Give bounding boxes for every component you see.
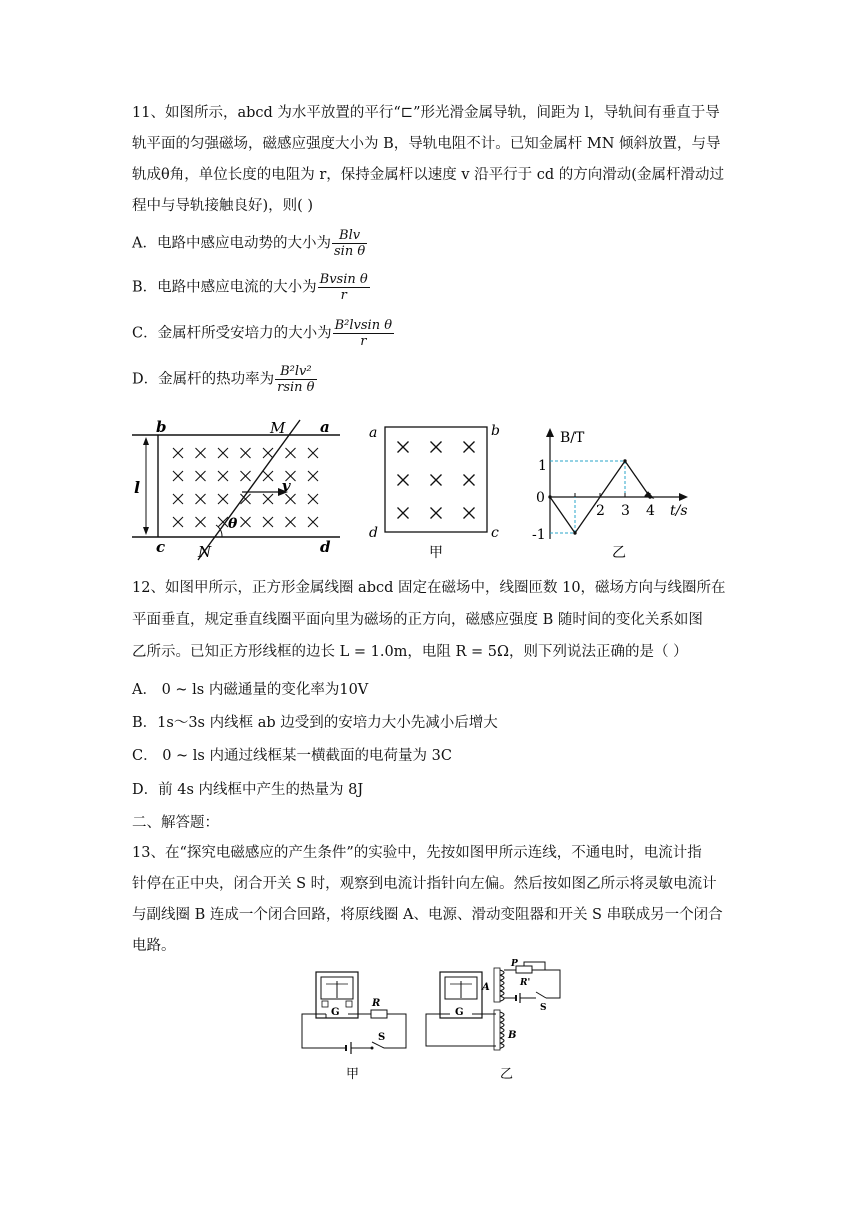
bt-graph — [530, 415, 705, 565]
graph-caption: 乙 — [612, 545, 626, 561]
x-axis-label: t/s — [670, 503, 688, 519]
section-heading: 二、解答题： — [132, 815, 219, 831]
circuit-b-caption: 乙 — [500, 1067, 514, 1082]
rail-figure — [130, 415, 345, 565]
bt-point — [624, 460, 626, 462]
field-cross-icon — [241, 448, 251, 458]
rod-label-M: M — [270, 419, 286, 437]
q11-option-c[interactable] — [132, 318, 394, 349]
origin-label: 0 — [536, 490, 545, 506]
y-tick-neg1: -1 — [532, 527, 546, 543]
field-cross-icon — [308, 517, 318, 527]
q11-line2: 轨平面的匀强磁场，磁感应强度大小为 B，导轨电阻不计。已知金属杆 MN 倾斜放置，与导 — [132, 136, 721, 152]
q11-option-a[interactable] — [132, 228, 367, 259]
field-cross-icon — [286, 448, 296, 458]
rheostat[interactable] — [516, 966, 532, 973]
rail-label-a: a — [320, 418, 330, 436]
field-cross-icon — [398, 442, 409, 453]
y-axis-label: B/T — [560, 430, 585, 446]
q11-option-b[interactable] — [132, 272, 370, 303]
y-tick-1: 1 — [538, 458, 547, 474]
coil-caption: 甲 — [429, 545, 443, 561]
q12-line3: 乙所示。已知正方形线框的边长 L = 1.0m，电阻 R = 5Ω，则下列说法正确的是（ ） — [132, 644, 688, 660]
q11-line1: 11、如图所示，abcd 为水平放置的平行“⊏”形光滑金属导轨，间距为 l，导轨间有垂直于导 — [132, 105, 720, 121]
field-cross-icon — [398, 475, 409, 486]
bt-point — [574, 532, 576, 534]
switch-b[interactable] — [536, 992, 546, 998]
field-cross-icon — [196, 448, 206, 458]
q11-option-c-fraction: $\frac{\text{B²lvsin θ}}{r}$ — [334, 318, 393, 349]
resistor-a — [371, 1010, 387, 1018]
q11-option-d-fraction: $\frac{\text{B²lv²}}{\text{rsin θ}}$ — [277, 364, 315, 395]
circuit-b-figure — [420, 958, 570, 1083]
square-coil-figure — [365, 415, 505, 565]
rail-label-b: b — [156, 418, 167, 436]
coil-a-label: A — [482, 982, 490, 993]
field-cross-icon — [196, 471, 206, 481]
rail-label-c: c — [156, 538, 166, 556]
q11-option-c-label: C．金属杆所受安培力的大小为 — [132, 325, 332, 342]
field-cross-icon — [308, 494, 318, 504]
field-cross-icon — [464, 508, 475, 519]
field-cross-icon — [241, 517, 251, 527]
bt-point — [549, 496, 551, 498]
field-cross-icon — [263, 471, 273, 481]
coil-label-b: b — [491, 423, 500, 439]
coil-label-d: d — [369, 525, 378, 541]
field-cross-icon — [464, 442, 475, 453]
field-cross-icon — [431, 508, 442, 519]
field-cross-icon — [218, 471, 228, 481]
field-cross-icon — [173, 448, 183, 458]
field-cross-icon — [286, 494, 296, 504]
galvanometer-b-label: G — [455, 1007, 464, 1018]
field-cross-icon — [308, 448, 318, 458]
q11-option-d[interactable] — [132, 364, 317, 395]
q11-line3: 轨成θ角，单位长度的电阻为 r，保持金属杆以速度 v 沿平行于 cd 的方向滑动(金属杆滑动过 — [132, 167, 724, 183]
galvanometer-a-label: G — [331, 1007, 340, 1018]
q11-option-d-label: D．金属杆的热功率为 — [132, 371, 275, 388]
q13-line2: 针停在正中央，闭合开关 S 时，观察到电流计指针向左偏。然后按如图乙所示将灵敏电流计 — [132, 876, 717, 892]
field-cross-icon — [263, 448, 273, 458]
field-cross-icon — [196, 517, 206, 527]
q12-option-a[interactable]: A． 0 ~ ls 内磁通量的变化率为10V — [132, 682, 369, 698]
field-cross-icon — [263, 494, 273, 504]
q12-line1: 12、如图甲所示，正方形金属线圈 abcd 固定在磁场中，线圈匝数 10，磁场方向与线圈所在 — [132, 580, 726, 596]
x-tick-4: 4 — [646, 503, 655, 519]
slider-label-P: P — [511, 959, 518, 969]
field-cross-icon — [218, 448, 228, 458]
q12-option-b[interactable]: B．1s～3s 内线框 ab 边受到的安培力大小先减小后增大 — [132, 715, 498, 731]
q12-option-d[interactable]: D．前 4s 内线框中产生的热量为 8J — [132, 782, 364, 798]
q11-option-b-fraction: $\frac{\text{Bvsin θ}}{r}$ — [319, 272, 368, 303]
q11-option-a-label: A．电路中感应电动势的大小为 — [132, 235, 331, 252]
velocity-label-v: v — [282, 477, 291, 495]
q13-line3: 与副线圈 B 连成一个闭合回路，将原线圈 A、电源、滑动变阻器和开关 S 串联成另一个闭合 — [132, 907, 723, 923]
switch-b-label: S — [540, 1003, 547, 1013]
field-cross-icon — [431, 475, 442, 486]
field-cross-icon — [173, 517, 183, 527]
field-cross-icon — [263, 517, 273, 527]
coil-label-c: c — [491, 525, 499, 541]
q11-option-b-label: B．电路中感应电流的大小为 — [132, 279, 317, 296]
x-tick-2: 2 — [596, 503, 605, 519]
q11-option-a-fraction: $\frac{\text{Blv}}{\text{sin θ}}$ — [333, 228, 366, 259]
field-cross-icon — [398, 508, 409, 519]
q12-option-c[interactable]: C． 0 ~ ls 内通过线框某一横截面的电荷量为 3C — [132, 748, 452, 764]
circuit-a-figure — [296, 968, 416, 1083]
field-cross-icon — [464, 475, 475, 486]
resistor-a-label: R — [372, 998, 381, 1009]
switch-a-label: S — [378, 1032, 386, 1043]
angle-label-theta: θ — [228, 516, 238, 532]
field-cross-icon — [218, 494, 228, 504]
q13-line1: 13、在“探究电磁感应的产生条件”的实验中，先按如图甲所示连线，不通电时，电流计指 — [132, 845, 702, 861]
field-cross-icon — [241, 471, 251, 481]
field-cross-icon — [173, 471, 183, 481]
q13-line4: 电路。 — [132, 938, 176, 954]
x-tick-3: 3 — [621, 503, 630, 519]
rod-label-N: N — [198, 543, 212, 561]
coil-b-label: B — [508, 1030, 517, 1041]
field-cross-icon — [173, 494, 183, 504]
width-label-l: l — [134, 478, 141, 497]
rheostat-label: R' — [520, 978, 531, 988]
coil-label-a: a — [369, 425, 378, 441]
field-cross-icon — [286, 517, 296, 527]
field-cross-icon — [196, 494, 206, 504]
coil-b — [500, 1012, 504, 1048]
circuit-a-caption: 甲 — [346, 1067, 360, 1082]
field-cross-icon — [431, 442, 442, 453]
rail-label-d: d — [320, 538, 331, 556]
q12-line2: 平面垂直，规定垂直线圈平面向里为磁场的正方向，磁感应强度 B 随时间的变化关系如图 — [132, 612, 703, 628]
q11-line4: 程中与导轨接触良好)，则( ) — [132, 198, 314, 214]
field-cross-icon — [308, 471, 318, 481]
coil-a — [500, 970, 504, 1001]
